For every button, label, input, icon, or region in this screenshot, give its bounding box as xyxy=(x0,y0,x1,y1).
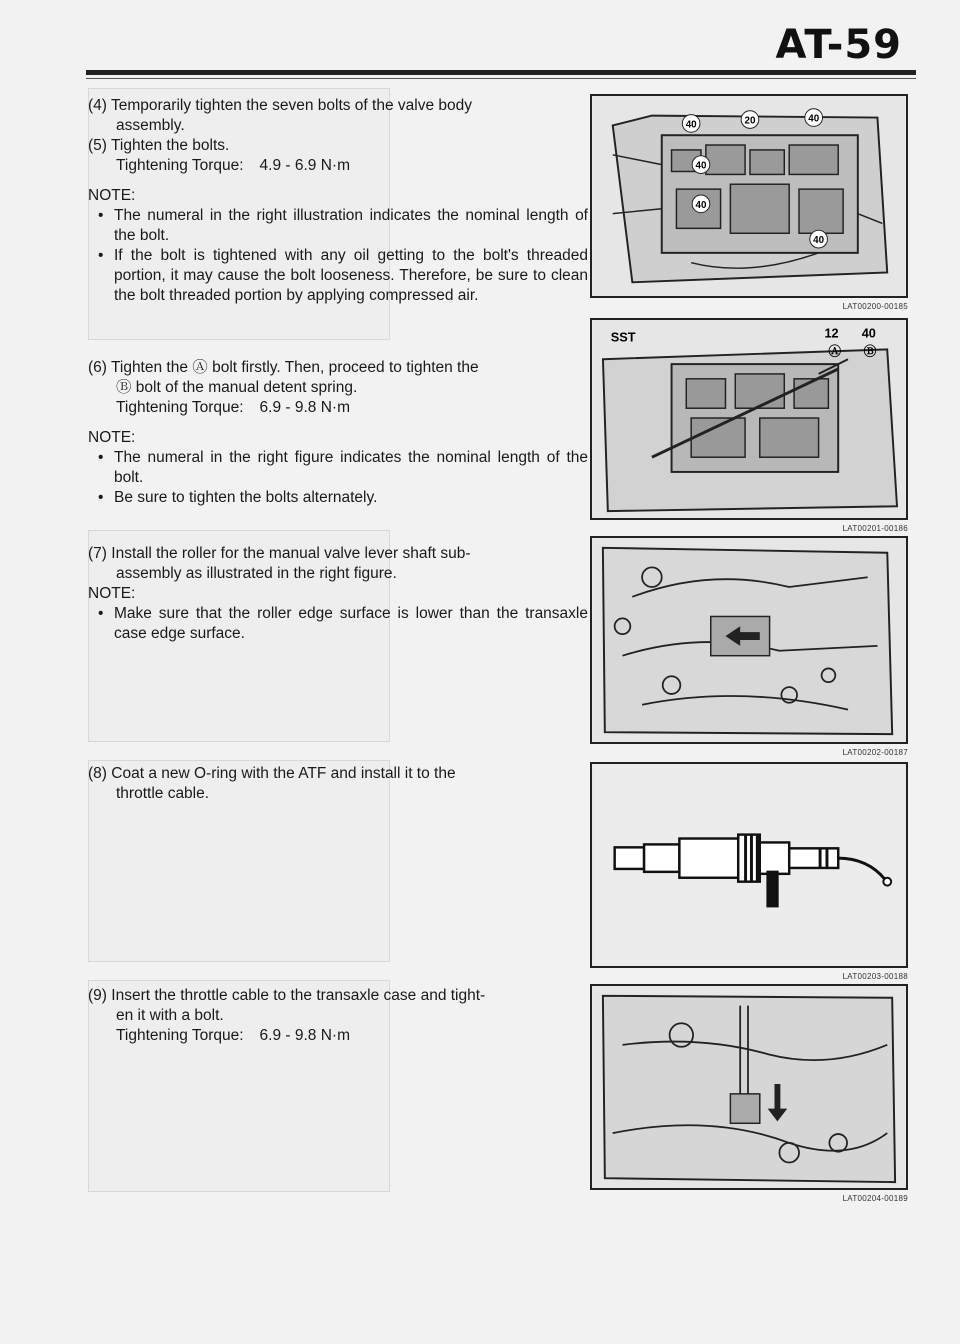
step-4-5 xyxy=(88,96,588,306)
figure-throttle-cable xyxy=(590,762,908,968)
figure-valve-body xyxy=(590,94,908,298)
step-7 xyxy=(88,544,588,644)
figure-label: 12 xyxy=(824,325,839,341)
step-number: (7) xyxy=(88,545,107,562)
figure-label: 40 xyxy=(695,199,707,211)
note-list xyxy=(88,604,588,644)
figure-code: LAT00201-00186 xyxy=(842,524,908,533)
roller-illustration xyxy=(592,538,906,742)
figure-label: SST xyxy=(610,329,636,345)
step-text: Install the roller for the manual valve lever shaft sub- xyxy=(111,545,471,562)
figure-label: Ⓑ xyxy=(863,343,877,359)
step-number: (5) xyxy=(88,137,107,154)
cable-insert-illustration xyxy=(592,986,906,1188)
figure-label: Ⓐ xyxy=(828,343,842,359)
step-text: Tighten the bolts. xyxy=(110,137,230,154)
note-item: • If the bolt is tightened with any oil getting to the bolt's threaded portion, it may cause the bolt looseness. Therefore, be sure to clean the bolt threaded portion by applying compressed air. xyxy=(114,246,588,306)
note-label: NOTE: xyxy=(88,585,136,602)
figure-cable-insert xyxy=(590,984,908,1190)
step-number: (8) xyxy=(88,765,107,782)
step-text: Insert the throttle cable to the transaxle case and tight- xyxy=(111,987,486,1004)
torque-label: Tightening Torque: xyxy=(116,157,244,174)
figure-label: 40 xyxy=(813,235,825,247)
step-text: Temporarily tighten the seven bolts of the valve body xyxy=(110,97,472,114)
figure-label: 20 xyxy=(744,115,756,127)
note-item: • Be sure to tighten the bolts alternately. xyxy=(114,488,588,508)
step-text-cont: throttle cable. xyxy=(116,785,210,802)
step-text: Tighten the Ⓐ bolt firstly. Then, proceed to tighten the xyxy=(110,359,479,376)
torque-label: Tightening Torque: xyxy=(116,1027,244,1044)
step-text-cont: Ⓑ bolt of the manual detent spring. xyxy=(116,379,358,396)
step-text-cont: en it with a bolt. xyxy=(116,1007,224,1024)
page-code: AT-59 xyxy=(775,22,902,68)
step-text-cont: assembly as illustrated in the right figure. xyxy=(116,565,397,582)
step-text-cont: assembly. xyxy=(116,117,185,134)
throttle-cable-illustration xyxy=(592,764,906,966)
torque-value: 6.9 - 9.8 N·m xyxy=(259,1027,350,1044)
note-list xyxy=(88,206,588,306)
note-label: NOTE: xyxy=(88,187,136,204)
valve-body-illustration xyxy=(592,96,906,296)
detent-spring-illustration xyxy=(592,320,906,518)
figure-label: 40 xyxy=(861,325,876,341)
header-rule-thin xyxy=(86,78,916,79)
figure-detent-spring xyxy=(590,318,908,520)
torque-value: 4.9 - 6.9 N·m xyxy=(259,157,350,174)
torque-label: Tightening Torque: xyxy=(116,399,244,416)
step-8 xyxy=(88,764,588,804)
figure-code: LAT00200-00185 xyxy=(842,302,908,311)
step-number: (6) xyxy=(88,359,107,376)
torque-value: 6.9 - 9.8 N·m xyxy=(259,399,350,416)
step-number: (9) xyxy=(88,987,107,1004)
note-item: • The numeral in the right figure indicates the nominal length of the bolt. xyxy=(114,448,588,488)
figure-code: LAT00202-00187 xyxy=(842,748,908,757)
step-6 xyxy=(88,358,588,508)
figure-roller xyxy=(590,536,908,744)
note-item: • The numeral in the right illustration indicates the nominal length of the bolt. xyxy=(114,206,588,246)
note-list xyxy=(88,448,588,508)
figure-code: LAT00203-00188 xyxy=(842,972,908,981)
step-text: Coat a new O-ring with the ATF and install it to the xyxy=(111,765,456,782)
header-rule xyxy=(86,70,916,75)
note-item: • Make sure that the roller edge surface is lower than the transaxle case edge surface. xyxy=(114,604,588,644)
figure-label: 40 xyxy=(685,119,697,131)
step-9 xyxy=(88,986,588,1046)
note-label: NOTE: xyxy=(88,429,136,446)
figure-label: 40 xyxy=(695,160,707,172)
figure-label: 40 xyxy=(808,113,820,125)
step-number: (4) xyxy=(88,97,107,114)
figure-code: LAT00204-00189 xyxy=(842,1194,908,1203)
